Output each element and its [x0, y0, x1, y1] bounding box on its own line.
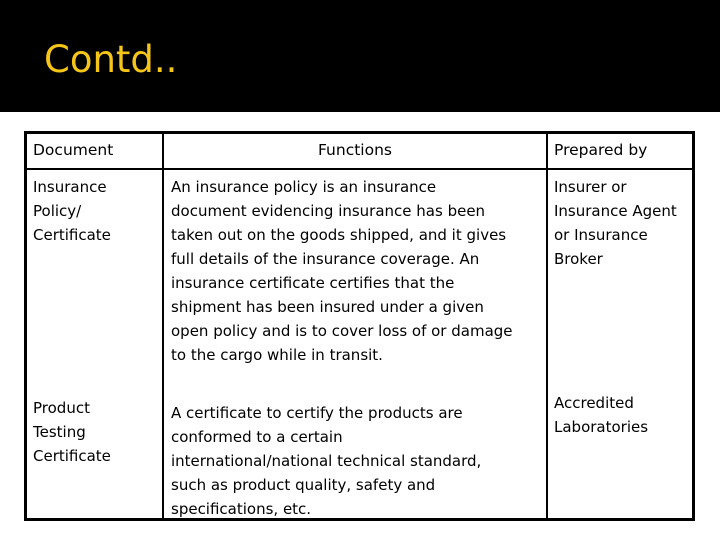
column-divider: [162, 134, 164, 518]
row1-document: Insurance Policy/ Certificate: [33, 178, 111, 244]
title-bar: [0, 0, 720, 112]
header-functions: Functions: [317, 141, 392, 159]
column-divider: [546, 134, 548, 518]
row2-prepared-by: Accredited Laboratories: [554, 394, 649, 436]
header-divider: [27, 168, 692, 170]
documents-table: [24, 131, 695, 521]
row2-document: Product Testing Certificate: [33, 399, 111, 465]
header-document: Document: [33, 141, 114, 159]
row2-functions: A certificate to certify the products are conformed to a certain international/national technical standard, such as product quality, safety and specifications, etc.: [171, 404, 482, 518]
row1-prepared-by: Insurer or Insurance Agent or Insurance Broker: [554, 178, 677, 268]
slide-title: Contd..: [44, 38, 178, 81]
header-prepared-by: Prepared by: [554, 141, 648, 159]
row1-functions: An insurance policy is an insurance document evidencing insurance has been taken out on the goods shipped, and it gives full details of the insurance coverage. An insurance certificate certifies that the shipment has been insured under a given open policy and is to cover loss of or damage to the cargo while in transit.: [171, 178, 513, 364]
